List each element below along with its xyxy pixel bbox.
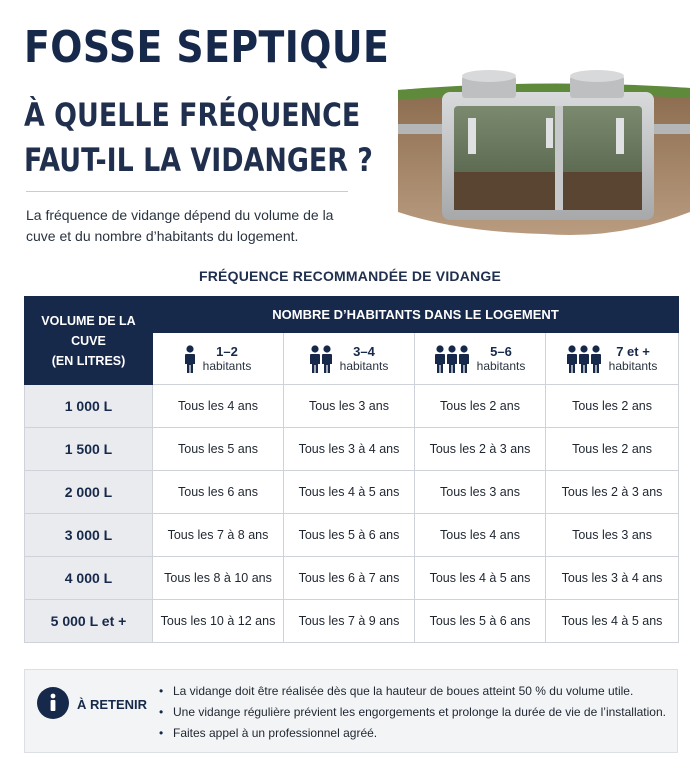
table-caption: FRÉQUENCE RECOMMANDÉE DE VIDANGE	[199, 268, 501, 284]
reminder-item: • Une vidange régulière prévient les engorgements et prolonge la durée de vie de l’installation.	[159, 702, 666, 723]
habitants-header: NOMBRE D’HABITANTS DANS LE LOGEMENT	[153, 297, 679, 333]
habitants-range: 7 et +	[616, 343, 650, 359]
page-subtitle-line2: FAUT-IL LA VIDANGER ?	[24, 141, 373, 179]
frequency-cell: Tous les 4 à 5 ans	[415, 557, 546, 600]
habitants-column-2	[284, 333, 415, 385]
frequency-cell: Tous les 10 à 12 ans	[153, 600, 284, 643]
frequency-cell: Tous les 3 à 4 ans	[546, 557, 679, 600]
person-icon	[310, 345, 320, 373]
people-icon-group	[567, 345, 601, 373]
frequency-cell: Tous les 6 à 7 ans	[284, 557, 415, 600]
reminder-list	[159, 681, 666, 744]
page-title: FOSSE SEPTIQUE	[24, 22, 390, 73]
habitants-label: habitants	[202, 358, 252, 373]
frequency-cell: Tous les 3 ans	[546, 514, 679, 557]
table-row	[25, 471, 679, 514]
people-icon-group	[435, 345, 469, 373]
person-icon	[447, 345, 457, 373]
frequency-cell: Tous les 8 à 10 ans	[153, 557, 284, 600]
reminder-item: • Faites appel à un professionnel agréé.	[159, 723, 666, 744]
volume-cell: 2 000 L	[25, 471, 153, 514]
table-row	[25, 557, 679, 600]
person-icon	[435, 345, 445, 373]
volume-cell: 3 000 L	[25, 514, 153, 557]
frequency-cell: Tous les 4 ans	[153, 385, 284, 428]
habitants-label: habitants	[476, 358, 526, 373]
habitants-column-1	[153, 333, 284, 385]
frequency-cell: Tous les 7 à 8 ans	[153, 514, 284, 557]
person-icon	[579, 345, 589, 373]
info-icon	[37, 687, 69, 719]
reminder-box	[24, 669, 678, 753]
frequency-cell: Tous les 2 ans	[415, 385, 546, 428]
frequency-cell: Tous les 6 ans	[153, 471, 284, 514]
volume-header-line2: (EN LITRES)	[51, 353, 126, 368]
table-row	[25, 514, 679, 557]
frequency-cell: Tous les 2 à 3 ans	[546, 471, 679, 514]
habitants-label: habitants	[339, 358, 389, 373]
people-icon-group	[310, 345, 332, 373]
habitants-range: 5–6	[490, 343, 512, 359]
person-icon	[459, 345, 469, 373]
table-row	[25, 385, 679, 428]
frequency-cell: Tous les 5 à 6 ans	[415, 600, 546, 643]
person-icon	[185, 345, 195, 373]
habitants-column-4	[546, 333, 679, 385]
frequency-cell: Tous les 7 à 9 ans	[284, 600, 415, 643]
page-subtitle-line1: À QUELLE FRÉQUENCE	[24, 96, 361, 134]
frequency-cell: Tous les 3 ans	[415, 471, 546, 514]
frequency-cell: Tous les 4 ans	[415, 514, 546, 557]
table-row	[25, 428, 679, 471]
volume-cell: 1 500 L	[25, 428, 153, 471]
frequency-cell: Tous les 3 ans	[284, 385, 415, 428]
person-icon	[591, 345, 601, 373]
frequency-cell: Tous les 2 ans	[546, 428, 679, 471]
volume-cell: 5 000 L et +	[25, 600, 153, 643]
frequency-cell: Tous les 2 à 3 ans	[415, 428, 546, 471]
habitants-column-3	[415, 333, 546, 385]
person-icon	[567, 345, 577, 373]
volume-cell: 1 000 L	[25, 385, 153, 428]
septic-tank-illustration	[398, 62, 690, 240]
volume-cell: 4 000 L	[25, 557, 153, 600]
frequency-table	[24, 296, 679, 643]
habitants-range: 3–4	[353, 343, 375, 359]
frequency-cell: Tous les 3 à 4 ans	[284, 428, 415, 471]
volume-header-line1: VOLUME DE LA CUVE	[41, 313, 136, 348]
reminder-title: À RETENIR	[77, 697, 148, 712]
habitants-range: 1–2	[216, 343, 238, 359]
people-icon-group	[185, 345, 195, 373]
table-row	[25, 600, 679, 643]
volume-column-header	[25, 297, 153, 385]
frequency-cell: Tous les 4 à 5 ans	[546, 600, 679, 643]
habitants-label: habitants	[608, 358, 658, 373]
person-icon	[322, 345, 332, 373]
frequency-cell: Tous les 5 à 6 ans	[284, 514, 415, 557]
title-divider	[26, 191, 348, 192]
frequency-cell: Tous les 4 à 5 ans	[284, 471, 415, 514]
frequency-cell: Tous les 2 ans	[546, 385, 679, 428]
frequency-cell: Tous les 5 ans	[153, 428, 284, 471]
intro-text: La fréquence de vidange dépend du volume de la cuve et du nombre d’habitants du logement.	[26, 207, 334, 244]
reminder-item: • La vidange doit être réalisée dès que la hauteur de boues atteint 50 % du volume utile.	[159, 681, 666, 702]
